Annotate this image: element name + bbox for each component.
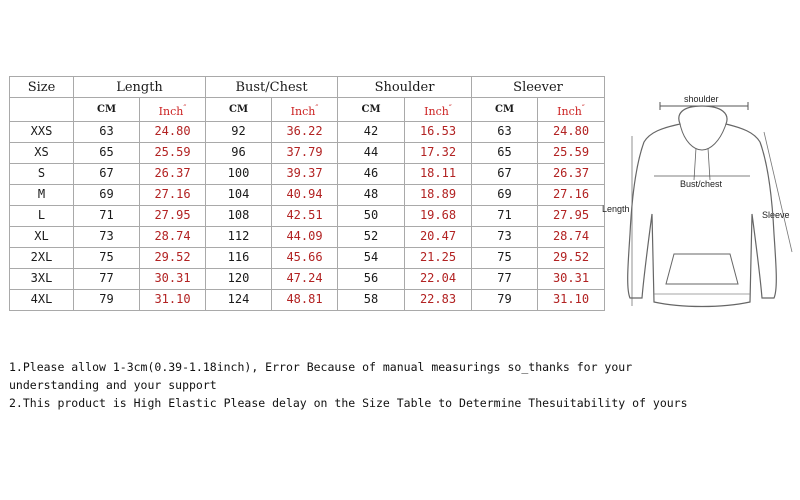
- size-cell: XL: [10, 226, 74, 247]
- bust-chest-label: Bust/chest: [680, 179, 723, 189]
- cm-cell: 75: [472, 247, 538, 268]
- cm-cell: 77: [74, 268, 140, 289]
- cm-cell: 50: [338, 205, 405, 226]
- inch-cell: 29.52: [538, 247, 605, 268]
- inch-cell: 20.47: [405, 226, 472, 247]
- header-bust-chest: Bust/Chest: [206, 77, 338, 98]
- inch-cell: 18.11: [405, 163, 472, 184]
- table-row: [10, 226, 605, 247]
- pocket-icon: [666, 254, 738, 284]
- cm-cell: 75: [74, 247, 140, 268]
- inch-cell: 19.68: [405, 205, 472, 226]
- cm-cell: 96: [206, 142, 272, 163]
- cm-cell: 67: [472, 163, 538, 184]
- inch-cell: 27.95: [140, 205, 206, 226]
- inch-cell: 31.10: [538, 289, 605, 310]
- cm-cell: 63: [472, 121, 538, 142]
- inch-cell: 29.52: [140, 247, 206, 268]
- cm-cell: 116: [206, 247, 272, 268]
- cm-cell: 104: [206, 184, 272, 205]
- inch-cell: 45.66: [272, 247, 338, 268]
- inch-cell: 24.80: [538, 121, 605, 142]
- cm-cell: 120: [206, 268, 272, 289]
- table-row: [10, 142, 605, 163]
- table-unit-row: [10, 98, 605, 122]
- size-notes: [9, 358, 789, 412]
- cm-cell: 58: [338, 289, 405, 310]
- size-cell: 3XL: [10, 268, 74, 289]
- size-cell: L: [10, 205, 74, 226]
- table-row: [10, 247, 605, 268]
- cm-cell: 42: [338, 121, 405, 142]
- cm-cell: 77: [472, 268, 538, 289]
- cm-cell: 48: [338, 184, 405, 205]
- header-length: Length: [74, 77, 206, 98]
- cm-cell: 46: [338, 163, 405, 184]
- inch-cell: 18.89: [405, 184, 472, 205]
- header-shoulder: Shoulder: [338, 77, 472, 98]
- header-sleever: Sleever: [472, 77, 605, 98]
- inch-cell: 25.59: [538, 142, 605, 163]
- cm-cell: 124: [206, 289, 272, 310]
- inch-cell: 22.83: [405, 289, 472, 310]
- cm-cell: 54: [338, 247, 405, 268]
- inch-cell: 26.37: [140, 163, 206, 184]
- inch-cell: 27.16: [538, 184, 605, 205]
- inch-cell: 16.53: [405, 121, 472, 142]
- header-size: Size: [10, 77, 74, 98]
- cm-cell: 67: [74, 163, 140, 184]
- size-cell: 4XL: [10, 289, 74, 310]
- inch-cell: 27.16: [140, 184, 206, 205]
- unit-cm: CM: [74, 98, 140, 122]
- inch-cell: 27.95: [538, 205, 605, 226]
- unit-cm: CM: [206, 98, 272, 122]
- cm-cell: 79: [472, 289, 538, 310]
- inch-cell: 47.24: [272, 268, 338, 289]
- inch-cell: 25.59: [140, 142, 206, 163]
- shoulder-label: shoulder: [684, 94, 719, 104]
- table-row: [10, 268, 605, 289]
- inch-cell: 31.10: [140, 289, 206, 310]
- size-cell: M: [10, 184, 74, 205]
- cm-cell: 71: [74, 205, 140, 226]
- table-row: [10, 184, 605, 205]
- cm-cell: 79: [74, 289, 140, 310]
- cm-cell: 44: [338, 142, 405, 163]
- inch-cell: 44.09: [272, 226, 338, 247]
- inch-cell: 36.22: [272, 121, 338, 142]
- note-line-2: understanding and your support: [9, 378, 217, 392]
- inch-cell: 30.31: [140, 268, 206, 289]
- inch-cell: 24.80: [140, 121, 206, 142]
- inch-cell: 30.31: [538, 268, 605, 289]
- inch-cell: 48.81: [272, 289, 338, 310]
- inch-cell: 28.74: [140, 226, 206, 247]
- sleeve-label: Sleeve: [762, 210, 790, 220]
- cm-cell: 56: [338, 268, 405, 289]
- unit-blank: [10, 98, 74, 122]
- cm-cell: 73: [74, 226, 140, 247]
- cm-cell: 71: [472, 205, 538, 226]
- table-row: [10, 205, 605, 226]
- cm-cell: 69: [472, 184, 538, 205]
- inch-cell: 37.79: [272, 142, 338, 163]
- hoodie-measurement-diagram: [602, 84, 798, 334]
- inch-cell: 21.25: [405, 247, 472, 268]
- cm-cell: 73: [472, 226, 538, 247]
- table-row: [10, 163, 605, 184]
- table-row: [10, 289, 605, 310]
- unit-inch: Inch″: [272, 98, 338, 122]
- table-header-row: [10, 77, 605, 98]
- size-cell: 2XL: [10, 247, 74, 268]
- inch-cell: 17.32: [405, 142, 472, 163]
- inch-cell: 26.37: [538, 163, 605, 184]
- unit-cm: CM: [472, 98, 538, 122]
- hood-icon: [680, 124, 726, 150]
- cm-cell: 63: [74, 121, 140, 142]
- note-line-1: 1.Please allow 1-3cm(0.39-1.18inch), Error Because of manual measurings so_thanks for your: [9, 360, 633, 374]
- cm-cell: 65: [74, 142, 140, 163]
- size-cell: XS: [10, 142, 74, 163]
- cm-cell: 112: [206, 226, 272, 247]
- unit-inch: Inch″: [405, 98, 472, 122]
- hoodie-outline: [628, 106, 777, 307]
- size-cell: XXS: [10, 121, 74, 142]
- cm-cell: 108: [206, 205, 272, 226]
- note-line-3: 2.This product is High Elastic Please delay on the Size Table to Determine Thesuitability of yours: [9, 396, 688, 410]
- size-chart-table: [9, 76, 605, 311]
- inch-cell: 39.37: [272, 163, 338, 184]
- cm-cell: 52: [338, 226, 405, 247]
- unit-cm: CM: [338, 98, 405, 122]
- length-label: Length: [602, 204, 630, 214]
- unit-inch: Inch″: [140, 98, 206, 122]
- inch-cell: 42.51: [272, 205, 338, 226]
- size-cell: S: [10, 163, 74, 184]
- inch-cell: 40.94: [272, 184, 338, 205]
- cm-cell: 92: [206, 121, 272, 142]
- table-row: [10, 121, 605, 142]
- cm-cell: 100: [206, 163, 272, 184]
- cm-cell: 65: [472, 142, 538, 163]
- cm-cell: 69: [74, 184, 140, 205]
- unit-inch: Inch″: [538, 98, 605, 122]
- inch-cell: 22.04: [405, 268, 472, 289]
- inch-cell: 28.74: [538, 226, 605, 247]
